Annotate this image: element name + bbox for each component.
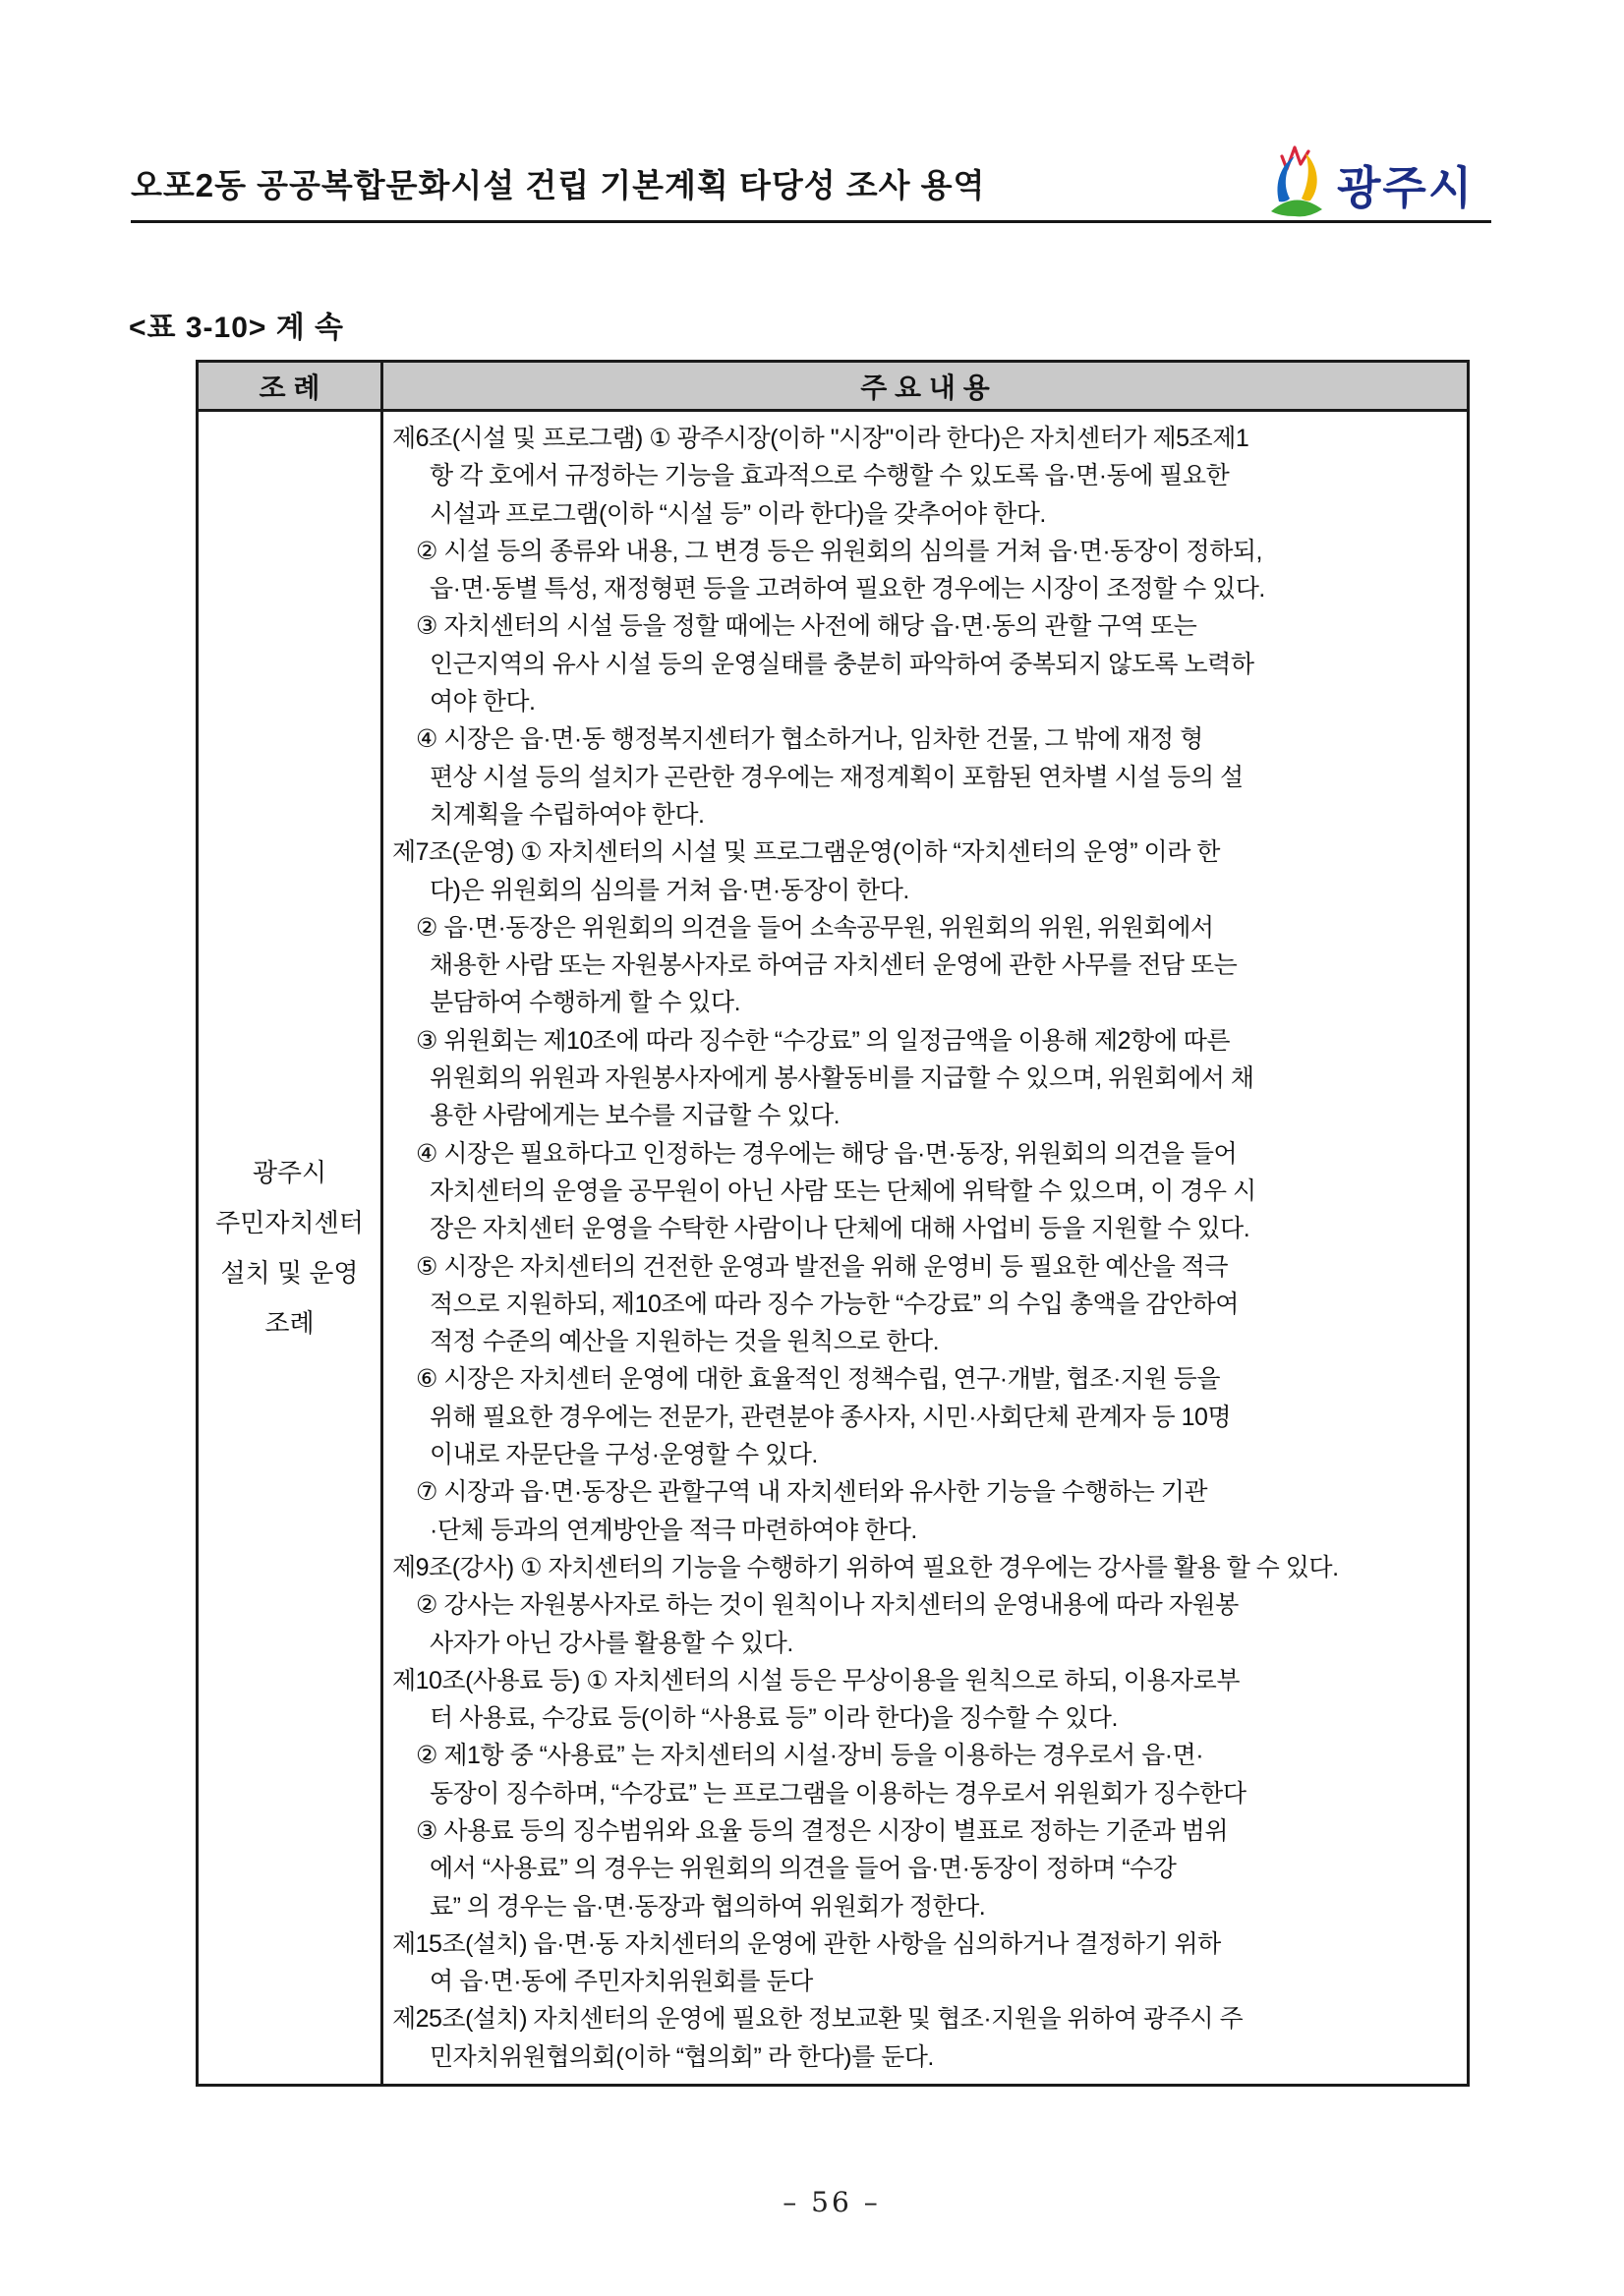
gwangju-city-emblem-icon (1266, 141, 1327, 228)
content-line: 료” 의 경우는 읍·면·동장과 협의하여 위원회가 정한다. (430, 1892, 986, 1921)
content-line: ⑤ 시장은 자치센터의 건전한 운영과 발전을 위해 운영비 등 필요한 예산을 적극 (416, 1252, 1228, 1281)
ordinance-content-cell (383, 412, 1467, 2084)
ordinance-name-line: 조례 (264, 1307, 315, 1338)
content-line: 자치센터의 운영을 공무원이 아닌 사람 또는 단체에 위탁할 수 있으며, 이 경우 시 (430, 1177, 1256, 1205)
page-number: – 56 – (783, 2186, 881, 2218)
content-line: 터 사용료, 수강료 등(이하 “사용료 등” 이라 한다)을 징수할 수 있다. (430, 1704, 1118, 1733)
content-line: 여야 한다. (430, 688, 536, 717)
content-line: 시설과 프로그램(이하 “시설 등” 이라 한다)을 갖추어야 한다. (430, 499, 1046, 528)
gwangju-city-logo (1266, 141, 1474, 228)
content-line: 제15조(설치) 읍·면·동 자치센터의 운영에 관한 사항을 심의하거나 결정하기 위하 (392, 1929, 1221, 1958)
content-line: 에서 “사용료” 의 경우는 위원회의 의견을 들어 읍·면·동장이 정하며 “수강 (430, 1855, 1177, 1883)
column-header-content: 주 요 내 용 (860, 372, 990, 403)
content-line: ④ 시장은 필요하다고 인정하는 경우에는 해당 읍·면·동장, 위원회의 의견을 들어 (416, 1139, 1238, 1168)
content-line: ⑦ 시장과 읍·면·동장은 관할구역 내 자치센터와 유사한 기능을 수행하는 기관 (416, 1478, 1208, 1507)
content-line: ② 시설 등의 종류와 내용, 그 변경 등은 위원회의 심의를 거쳐 읍·면·동장이 정하되, (416, 537, 1262, 565)
content-line: ·단체 등과의 연계방안을 적극 마련하여야 한다. (430, 1516, 917, 1544)
report-title: 오포2동 공공복합문화시설 건립 기본계획 타당성 조사 용역 (131, 167, 986, 203)
ordinance-name-line: 광주시 (252, 1157, 327, 1187)
content-line: ⑥ 시장은 자치센터 운영에 대한 효율적인 정책수립, 연구·개발, 협조·지원 등을 (416, 1365, 1220, 1394)
header-divider (131, 220, 1491, 223)
content-line: 편상 시설 등의 설치가 곤란한 경우에는 재정계획이 포함된 연차별 시설 등의 설 (430, 763, 1244, 791)
content-line: ③ 위원회는 제10조에 따라 징수한 “수강료” 의 일정금액을 이용해 제2항에 따른 (416, 1026, 1231, 1055)
content-line: 제7조(운영) ① 자치센터의 시설 및 프로그램운영(이하 “자치센터의 운영” 이라 한 (392, 838, 1220, 867)
table-caption: <표 3-10> 계 속 (129, 312, 345, 344)
content-line: ② 읍·면·동장은 위원회의 의견을 들어 소속공무원, 위원회의 위원, 위원회에서 (416, 913, 1214, 942)
ordinance-name-cell (199, 412, 383, 2084)
content-line: 적으로 지원하되, 제10조에 따라 징수 가능한 “수강료” 의 수입 총액을 감안하여 (430, 1290, 1239, 1318)
content-line: 동장이 징수하며, “수강료” 는 프로그램을 이용하는 경우로서 위원회가 징수한다 (430, 1779, 1247, 1808)
content-line: ④ 시장은 읍·면·동 행정복지센터가 협소하거나, 임차한 건물, 그 밖에 재정 형 (416, 725, 1203, 754)
ordinance-name-line: 설치 및 운영 (220, 1257, 359, 1288)
logo-text: 광주시 (1337, 161, 1475, 213)
content-line: ③ 사용료 등의 징수범위와 요율 등의 결정은 시장이 별표로 정하는 기준과 범위 (416, 1816, 1228, 1845)
content-line: 용한 사람에게는 보수를 지급할 수 있다. (430, 1102, 841, 1130)
content-line: ② 제1항 중 “사용료” 는 자치센터의 시설·장비 등을 이용하는 경우로서 읍·면· (416, 1742, 1204, 1770)
content-line: 적정 수준의 예산을 지원하는 것을 원칙으로 한다. (430, 1328, 940, 1356)
content-line: 이내로 자문단을 구성·운영할 수 있다. (430, 1441, 818, 1469)
content-line: 분담하여 수행하게 할 수 있다. (430, 989, 741, 1017)
content-line: 채용한 사람 또는 자원봉사자로 하여금 자치센터 운영에 관한 사무를 전담 또는 (430, 951, 1238, 980)
content-line: 치계획을 수립하여야 한다. (430, 800, 705, 829)
content-line: 여 읍·면·동에 주민자치위원회를 둔다 (430, 1968, 813, 1996)
content-line: 제10조(사용료 등) ① 자치센터의 시설 등은 무상이용을 원칙으로 하되, 이용자로부 (392, 1666, 1240, 1694)
content-line: 항 각 호에서 규정하는 기능을 효과적으로 수행할 수 있도록 읍·면·동에 필요한 (430, 462, 1230, 490)
ordinance-table (196, 360, 1470, 2087)
content-line: 인근지역의 유사 시설 등의 운영실태를 충분히 파악하여 중복되지 않도록 노력하 (430, 650, 1254, 678)
column-header-ordinance: 조 례 (199, 363, 383, 409)
content-line: 제9조(강사) ① 자치센터의 기능을 수행하기 위하여 필요한 경우에는 강사를 활용 할 수 있다. (392, 1553, 1339, 1581)
ordinance-name-line: 주민자치센터 (215, 1207, 364, 1237)
content-line: 민자치위원협의회(이하 “협의회” 라 한다)를 둔다. (430, 2042, 934, 2071)
table-header-row (199, 363, 1467, 412)
table-body-row (199, 412, 1467, 2084)
content-line: 위해 필요한 경우에는 전문가, 관련분야 종사자, 시민·사회단체 관계자 등 10명 (430, 1403, 1232, 1431)
content-line: ③ 자치센터의 시설 등을 정할 때에는 사전에 해당 읍·면·동의 관할 구역 또는 (416, 612, 1197, 641)
content-line: 제6조(시설 및 프로그램) ① 광주시장(이하 "시장"이라 한다)은 자치센터가 제5조제1 (392, 425, 1249, 452)
content-line: 제25조(설치) 자치센터의 운영에 필요한 정보교환 및 협조·지원을 위하여 광주시 주 (392, 2005, 1244, 2034)
content-line: ② 강사는 자원봉사자로 하는 것이 원칙이나 자치센터의 운영내용에 따라 자원봉 (416, 1591, 1239, 1620)
content-line: 장은 자치센터 운영을 수탁한 사람이나 단체에 대해 사업비 등을 지원할 수 있다. (430, 1215, 1250, 1243)
content-line: 다)은 위원회의 심의를 거쳐 읍·면·동장이 한다. (430, 876, 909, 904)
content-line: 위원회의 위원과 자원봉사자에게 봉사활동비를 지급할 수 있으며, 위원회에서 채 (430, 1064, 1254, 1093)
content-line: 사자가 아닌 강사를 활용할 수 있다. (430, 1629, 793, 1657)
content-line: 읍·면·동별 특성, 재정형편 등을 고려하여 필요한 경우에는 시장이 조정할 수 있다. (430, 575, 1265, 603)
